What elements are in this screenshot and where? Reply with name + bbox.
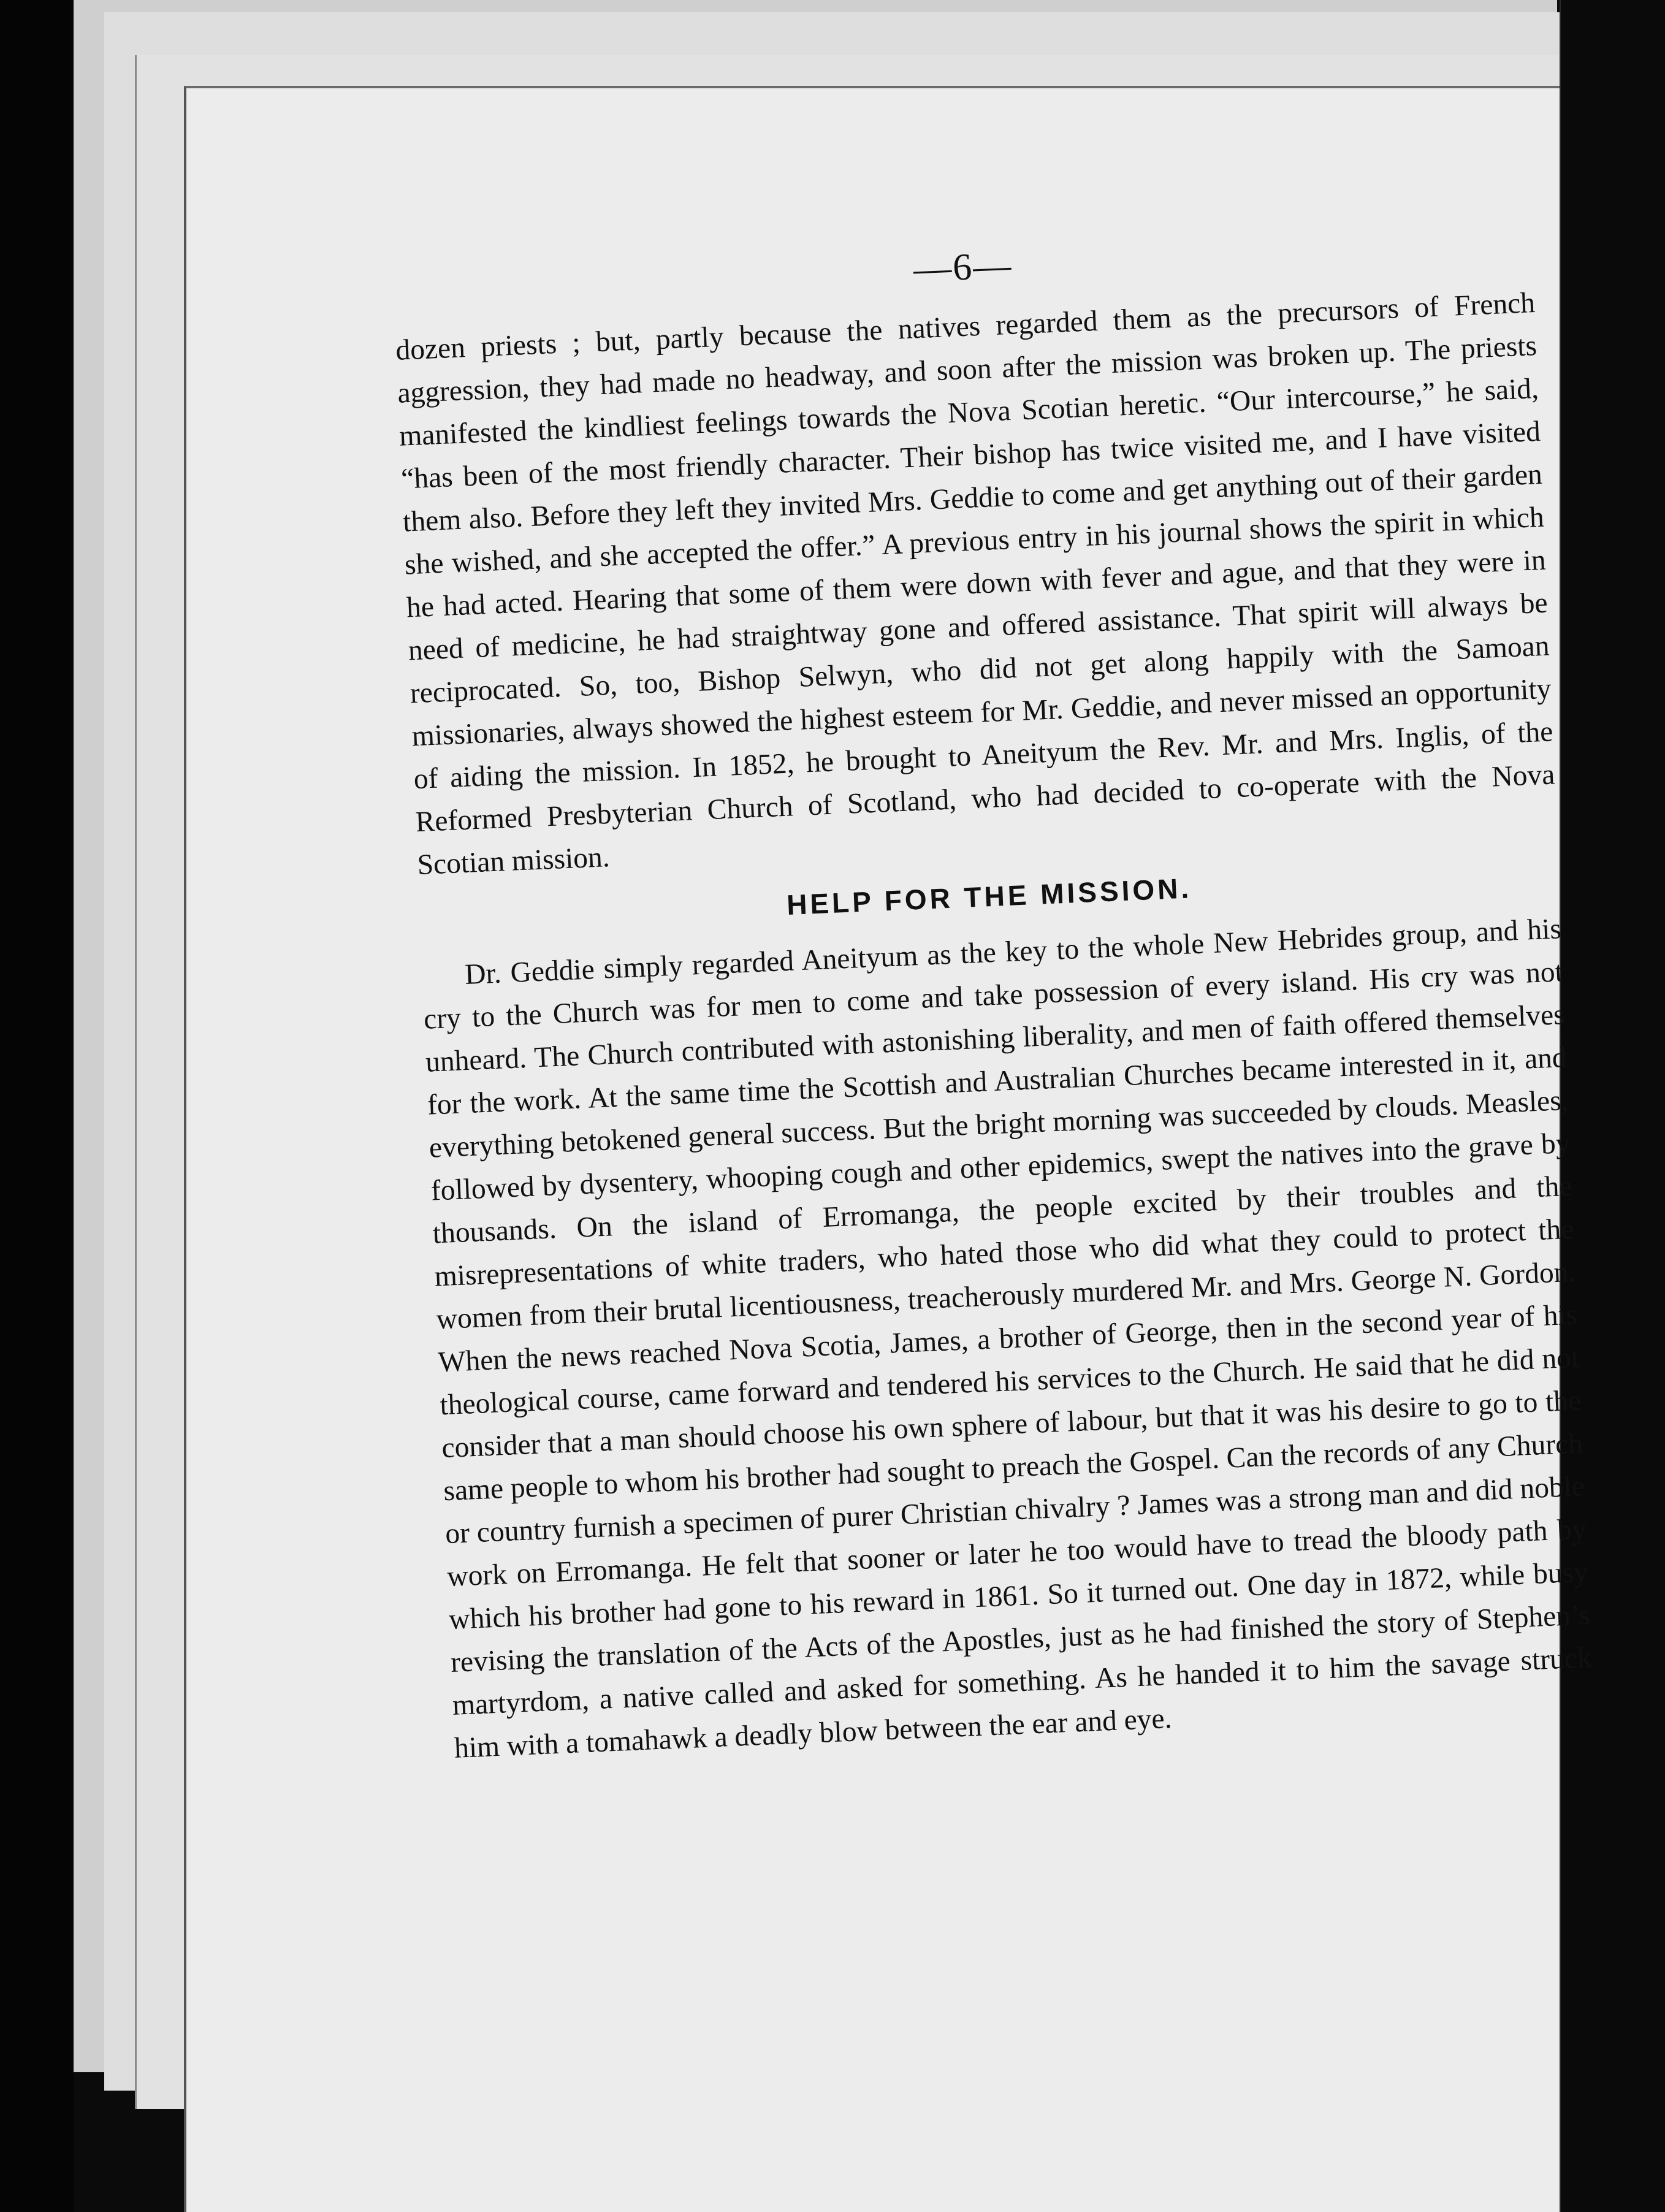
page-number: —6— <box>912 244 1013 291</box>
page-content <box>392 222 1601 1936</box>
scan-background-left <box>0 0 74 2212</box>
body-paragraph: dozen priests ; but, partly because the natives regarded them as the precursors of French aggression, they had made no headway, and soon after the mission was broken up. The priests manifested the kindliest feelings towards the Nova Scotian heretic. “Our intercourse,” he said, “has been of the most friendly character. Their bishop has twice visited me, and I have visited them also. Before they left they invited Mrs. Geddie to come and get anything out of their garden she wished, and she accepted the offer.” A previous entry in his journal shows the spirit in which he had acted. Hearing that some of them were down with fever and ague, and that they were in need of medicine, he had straightway gone and offered assistance. That spirit will always be reciprocated. So, too, Bishop Selwyn, who did not get along happily with the Samoan missionaries, always showed the highest esteem for Mr. Geddie, and never missed an opportunity of aiding the mission. In 1852, he brought to Aneityum the Rev. Mr. and Mrs. Inglis, of the Reformed Presbyterian Church of Scotland, who had decided to co-operate with the Nova Scotian mission. <box>395 287 1556 882</box>
section-heading: HELP FOR THE MISSION. <box>786 872 1193 921</box>
body-paragraph: Dr. Geddie simply regarded Aneityum as the key to the whole New Hebrides group, and his cry to the Church was for men to come and take possession of every island. His cry was not unheard. The Church contributed with astonishing liberality, and men of faith offered themselves for the work. At the same time the Scottish and Australian Churches became interested in it, and everything betokened general success. But the bright morning was succeeded by clouds. Measles, followed by dysentery, whooping cough and other epidemics, swept the natives into the grave by thousands. On the island of Erromanga, the people excited by their troubles and the misrepresentations of white traders, who hated those who did what they could to protect the women from their brutal licentiousness, treacherously murdered Mr. and Mrs. George N. Gordon. When the news reached Nova Scotia, James, a brother of George, then in the second year of his theological course, came forward and tendered his services to the Church. He said that he did not consider that a man should choose his own sphere of labour, but that it was his desire to go to the same people to whom his brother had sought to preach the Gospel. Can the records of any Church or country furnish a specimen of purer Christian chivalry ? James was a strong man and did noble work on Erromanga. He felt that sooner or later he too would have to tread the bloody path by which his brother had gone to his reward in 1861. So it turned out. One day in 1872, while busy revising the translation of the Acts of the Apostles, just as he had finished the story of Stephen’s martyrdom, a native called and asked for something. As he handed it to him the savage struck him with a tomahawk a deadly blow between the ear and eye. <box>423 913 1593 1764</box>
